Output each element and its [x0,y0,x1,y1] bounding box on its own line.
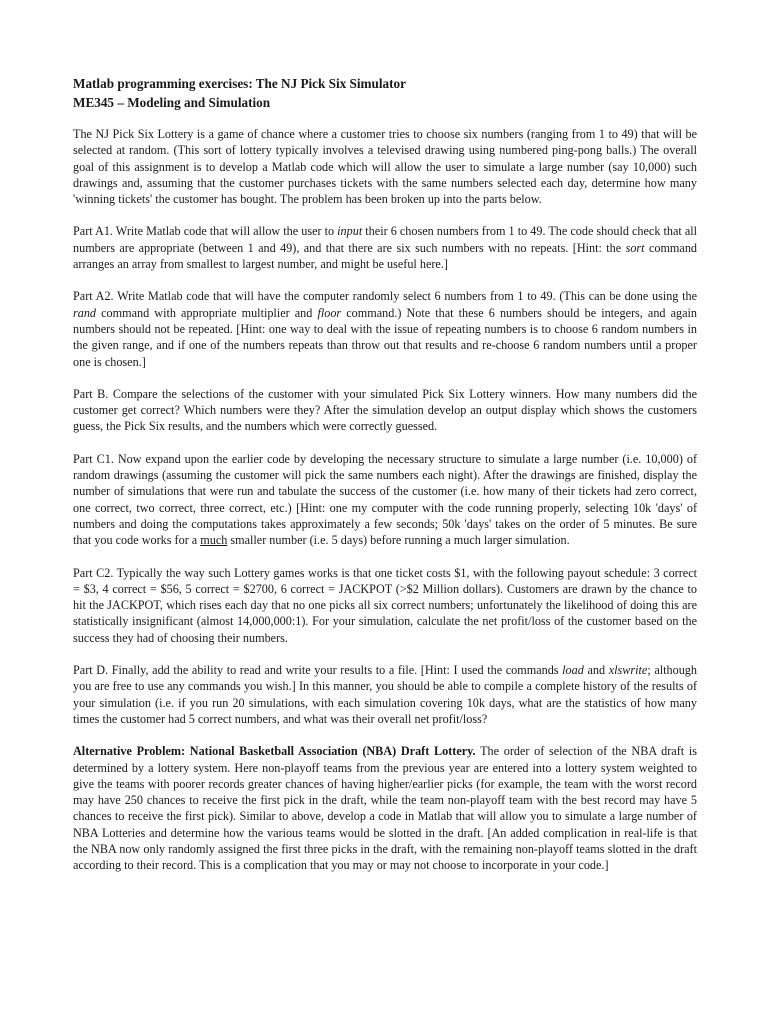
alternative-problem-text: The order of selection of the NBA draft is determined by a lottery system. Here non-playoff teams from the previous year are entered into a lottery system weighted to give the teams with poorer records greater chances of having higher/earlier picks (for example, the team with the worst record may have 250 chances to receive the first pick in the draft, while the team non-playoff team with the best record may have 5 chances to receive the first pick). Similar to above, develop a code in Matlab that will allow you to simulate a large number of NBA Lotteries and determine how the various teams would be slotted in the draft. [An added complication in real-life is that the NBA now only randomly assigned the first three picks in the draft, with the remaining non-playoff teams slotted in the draft according to their record. This is a complication that you may or may not choose to incorporate in your code.] [73,744,697,873]
alternative-problem-paragraph [73,743,697,873]
intro-paragraph: The NJ Pick Six Lottery is a game of chance where a customer tries to choose six numbers (ranging from 1 to 49) that will be selected at random. (This sort of lottery typically involves a televised drawing using numbered ping-pong balls.) The overall goal of this assignment is to develop a Matlab code which will allow the user to simulate a large number (say 10,000) such drawings and, assuming that the customer purchases tickets with the same numbers selected each day, determine how many 'winning tickets' the customer has bought. The problem has been broken up into the parts below. [73,127,697,207]
part-c1-paragraph [73,451,697,549]
part-c1-text: Part C1. Now expand upon the earlier code by developing the necessary structure to simulate a large number (i.e. 10,000) of random drawings (assuming the customer will pick the same numbers each night). After the drawings are finished, display the number of simulations that were run and tabulate the success of the customer (i.e. how many of their tickets had zero correct, one correct, two correct, three correct, etc.) [Hint: one my computer with the code running properly, selecting 10k 'days' of numbers and doing the computations takes approximately a few seconds; 50k 'days' takes on the order of 5 minutes. Be sure that you code works for a [73,451,697,548]
rand-command: rand [73,305,97,320]
course-title: ME345 – Modeling and Simulation [73,95,271,110]
document-title: Matlab programming exercises: The NJ Pick Six Simulator [73,76,406,91]
part-a2-text: command.) Note that these 6 numbers should be integers, and again numbers should not be repeated. [Hint: one way to deal with the issue of repeating numbers is to choose 6 random numbers in the given range, and if one of the numbers repeats than throw out that results and re-choose 6 random numbers until a proper one is chosen.] [73,305,697,369]
part-a1-text: their 6 chosen numbers from 1 to 49. The code should check that all numbers are appropriate (between 1 and 49), and that there are six such numbers with no repeats. [Hint: the [73,224,697,255]
document-page [73,74,697,890]
part-d-text: ; although you are free to use any commands you wish.] In this manner, you should be able to compile a complete history of the results of your simulation (i.e. if you run 20 simulations, with each simulation covering 10k days, what are the statistics of how many times the customer had 5 correct numbers, and what was their overall net profit/loss? [73,663,697,726]
part-a2-text: command with appropriate multiplier and [96,305,318,320]
load-command: load [562,663,584,678]
input-command: input [337,224,363,239]
much-emphasis: much [200,533,228,548]
part-a1-paragraph [73,223,697,272]
part-a2-text: Part A2. Write Matlab code that will have the computer randomly select 6 numbers from 1 to 49. (This can be done using the [73,289,697,304]
part-a1-text: Part A1. Write Matlab code that will allow the user to [73,224,338,239]
part-b-paragraph: Part B. Compare the selections of the customer with your simulated Pick Six Lottery winners. How many numbers did the customer get correct? Which numbers were they? After the simulation develop an output display which shows the customers guess, the Pick Six results, and the numbers which were correctly guessed. [73,386,697,434]
part-c1-text: smaller number (i.e. 5 days) before running a much larger simulation. [227,533,570,548]
xlswrite-command: xlswrite [608,663,648,678]
part-c2-paragraph: Part C2. Typically the way such Lottery games works is that one ticket costs $1, with the following payout schedule: 3 correct = $3, 4 correct = $56, 5 correct = $2700, 6 correct = JACKPOT (>$2 Million dollars). Customers are drawn by the chance to hit the JACKPOT, which rises each day that no one picks all six correct numbers; unfortunately the likelihood of doing this are statistically insignificant (almost 14,000,000:1). For your simulation, calculate the net profit/loss of the customer based on the success they had of choosing their numbers. [73,565,697,645]
part-d-paragraph [73,662,697,727]
part-a1-text: command arranges an array from smallest to largest number, and might be useful here.] [73,240,698,272]
floor-command: floor [317,305,342,320]
sort-command: sort [625,240,645,255]
alternative-problem-heading: Alternative Problem: National Basketball Association (NBA) Draft Lottery. [73,744,476,759]
part-d-text: Part D. Finally, add the ability to read and write your results to a file. [Hint: I used the commands [73,663,563,678]
part-d-text: and [583,663,609,678]
part-a2-paragraph [73,288,697,369]
